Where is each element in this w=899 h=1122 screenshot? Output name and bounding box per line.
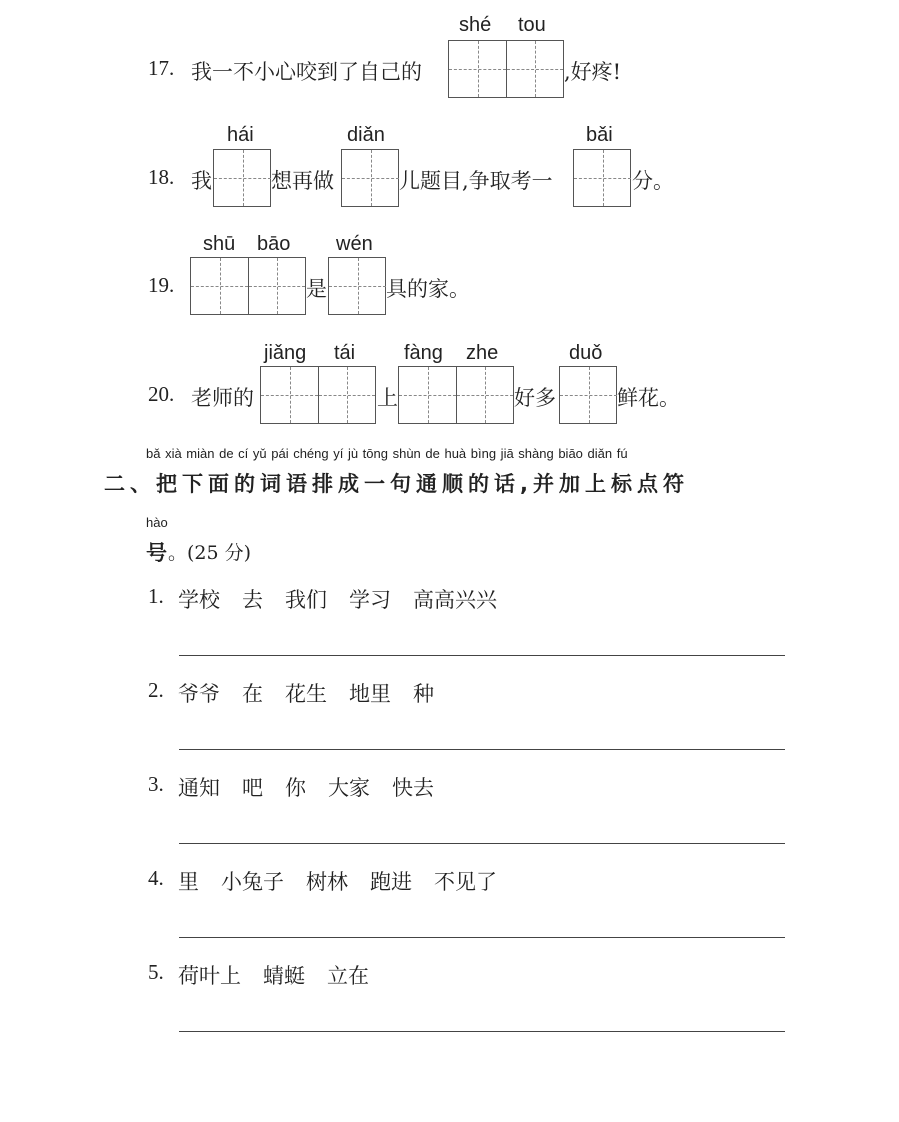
question-text: 鲜花。 bbox=[617, 386, 680, 410]
answer-line[interactable] bbox=[179, 843, 785, 844]
word: 学习 bbox=[349, 588, 391, 612]
word-list bbox=[178, 584, 519, 614]
pinyin-tai: tái bbox=[334, 342, 356, 364]
word: 小兔子 bbox=[221, 870, 284, 894]
pinyin-jiang: jiǎng bbox=[264, 342, 307, 364]
item-number: 2. bbox=[148, 678, 164, 702]
item-number: 5. bbox=[148, 960, 164, 984]
word: 高高兴兴 bbox=[413, 588, 497, 612]
word-list bbox=[178, 772, 456, 802]
word: 地里 bbox=[349, 682, 391, 706]
question-text: 儿题目,争取考一 bbox=[399, 169, 553, 193]
question-text: 想再做 bbox=[271, 169, 334, 193]
word: 学校 bbox=[178, 588, 220, 612]
word: 大家 bbox=[328, 776, 370, 800]
question-number: 20. bbox=[148, 382, 175, 406]
word: 跑进 bbox=[370, 870, 412, 894]
word: 里 bbox=[178, 870, 199, 894]
question-text: 我 bbox=[191, 169, 212, 193]
answer-box[interactable] bbox=[190, 257, 306, 315]
pinyin-wen: wén bbox=[336, 233, 373, 255]
word: 树林 bbox=[306, 870, 348, 894]
answer-box[interactable] bbox=[260, 366, 376, 424]
question-text: 老师的 bbox=[191, 386, 254, 410]
pinyin-hai: hái bbox=[227, 124, 254, 146]
title-pinyin: bǎ xià miàn de cí yǔ pái chéng yí jù tōng shùn de huà bìng jiā shàng biāo diǎn fú bbox=[146, 446, 628, 461]
word: 吧 bbox=[242, 776, 263, 800]
word: 花生 bbox=[285, 682, 327, 706]
word: 去 bbox=[242, 588, 263, 612]
answer-line[interactable] bbox=[179, 937, 785, 938]
answer-line[interactable] bbox=[179, 749, 785, 750]
question-text-end: ,好疼! bbox=[564, 60, 622, 84]
answer-box[interactable] bbox=[448, 40, 564, 98]
word: 蜻蜓 bbox=[263, 964, 305, 988]
question-text: 具的家。 bbox=[386, 277, 470, 301]
word: 快去 bbox=[392, 776, 434, 800]
answer-box[interactable] bbox=[398, 366, 514, 424]
question-number: 18. bbox=[148, 165, 175, 189]
pinyin-fang: fàng bbox=[404, 342, 443, 364]
item-number: 1. bbox=[148, 584, 164, 608]
pinyin-bai: bǎi bbox=[586, 124, 613, 146]
answer-box[interactable] bbox=[573, 149, 631, 207]
word: 爷爷 bbox=[178, 682, 220, 706]
pinyin-zhe: zhe bbox=[466, 342, 499, 364]
question-number: 17. bbox=[148, 56, 175, 80]
section-title-end: 号 bbox=[146, 541, 167, 565]
section-title: 二、把下面的词语排成一句通顺的话,并加上标点符 bbox=[104, 472, 689, 496]
answer-box[interactable] bbox=[341, 149, 399, 207]
pinyin-duo: duǒ bbox=[569, 342, 603, 364]
pinyin-tou: tou bbox=[518, 14, 546, 36]
word: 通知 bbox=[178, 776, 220, 800]
pinyin-shu: shū bbox=[203, 233, 236, 255]
question-text: 我一不小心咬到了自己的 bbox=[191, 60, 422, 84]
pinyin-she: shé bbox=[459, 14, 492, 36]
word: 种 bbox=[413, 682, 434, 706]
word-list bbox=[178, 866, 519, 896]
word: 在 bbox=[242, 682, 263, 706]
word: 立在 bbox=[327, 964, 369, 988]
answer-line[interactable] bbox=[179, 655, 785, 656]
question-text: 好多 bbox=[514, 386, 556, 410]
pinyin-dian: diǎn bbox=[347, 124, 385, 146]
word: 你 bbox=[285, 776, 306, 800]
answer-box[interactable] bbox=[328, 257, 386, 315]
item-number: 3. bbox=[148, 772, 164, 796]
question-text: 上 bbox=[377, 386, 398, 410]
pinyin-bao: bāo bbox=[257, 233, 291, 255]
answer-line[interactable] bbox=[179, 1031, 785, 1032]
title-pinyin-hao: hào bbox=[146, 515, 168, 530]
word-list bbox=[178, 960, 391, 990]
word: 我们 bbox=[285, 588, 327, 612]
answer-box[interactable] bbox=[213, 149, 271, 207]
word: 不见了 bbox=[434, 870, 497, 894]
question-number: 19. bbox=[148, 273, 175, 297]
item-number: 4. bbox=[148, 866, 164, 890]
section-score: 。(25 分) bbox=[168, 542, 252, 564]
answer-box[interactable] bbox=[559, 366, 617, 424]
word: 荷叶上 bbox=[178, 964, 241, 988]
question-text: 分。 bbox=[632, 169, 674, 193]
question-text: 是 bbox=[306, 277, 327, 301]
word-list bbox=[178, 678, 456, 708]
